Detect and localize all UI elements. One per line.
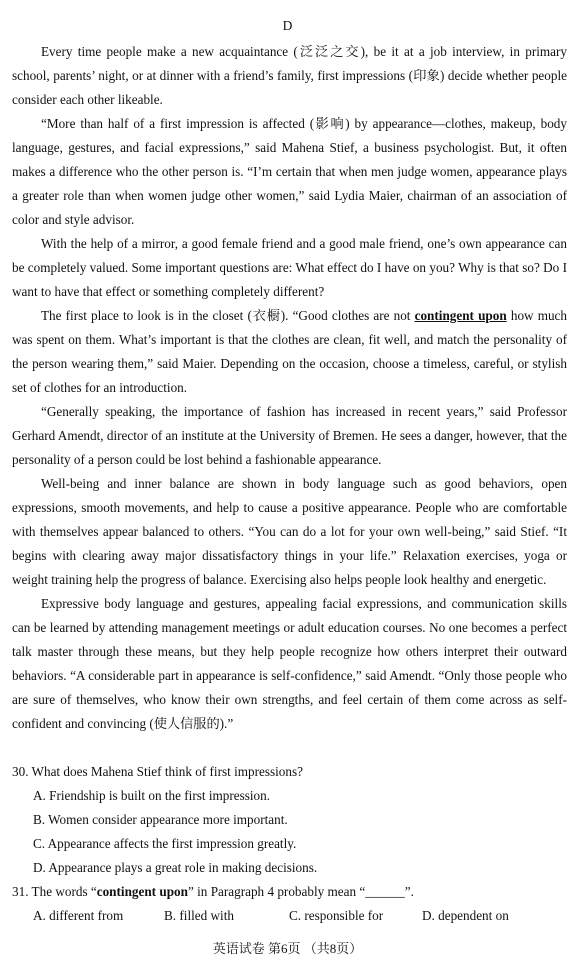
paragraph-4-before: The first place to look is in the closet (衣橱). “Good clothes are not bbox=[41, 308, 415, 323]
paragraph-5: “Generally speaking, the importance of fashion has increased in recent years,” said Professor Gerhard Amendt, director of an institute at the University of Bremen. He sees a danger, however, that the personality of a person could be lost behind a fashionable appearance. bbox=[12, 404, 567, 467]
question-30-option-a: A. Friendship is built on the first impression. bbox=[33, 788, 271, 803]
paragraph-4 bbox=[12, 304, 567, 400]
highlighted-phrase: contingent upon bbox=[414, 308, 507, 323]
paragraph-2: “More than half of a first impression is affected (影响) by appearance—clothes, makeup, body language, gestures, and facial expressions,” said Mahena Stief, a business psychologist. But, it often makes a difference who the other person is. “I’m certain that when men judge women, appearance plays a greater role than when women judge other women,” said Lydia Maier, chairman of an association of color and style advisor. bbox=[12, 116, 567, 227]
question-30-option-c: C. Appearance affects the first impression greatly. bbox=[33, 836, 297, 851]
paragraph-1: Every time people make a new acquaintance (泛泛之交), be it at a job interview, in primary school, parents’ night, or at dinner with a friend’s family, first impressions (印象) decide whether people consider each other likeable. bbox=[12, 44, 567, 107]
question-31-stem bbox=[12, 880, 567, 904]
question-30-stem: 30. What does Mahena Stief think of first impressions? bbox=[12, 764, 303, 779]
question-31-option-d: D. dependent on bbox=[422, 908, 509, 923]
page-footer: 英语试卷 第6页 （共8页） bbox=[212, 941, 363, 956]
question-31-stem-after: ” in Paragraph 4 probably mean “______”. bbox=[187, 884, 414, 899]
question-31-options bbox=[12, 904, 567, 928]
question-block bbox=[12, 760, 567, 928]
reading-passage bbox=[12, 40, 567, 736]
question-31-keyword: contingent upon bbox=[96, 884, 188, 899]
section-letter: D bbox=[282, 18, 293, 33]
question-31-stem-before: 31. The words “ bbox=[12, 884, 97, 899]
question-31-option-c: C. responsible for bbox=[289, 908, 384, 923]
question-30-option-b: B. Women consider appearance more important. bbox=[33, 812, 288, 827]
question-31-option-a: A. different from bbox=[33, 908, 124, 923]
paragraph-7: Expressive body language and gestures, appealing facial expressions, and communication skills can be learned by attending management meetings or adult education courses. No one becomes a perfect talk master through these means, but they help people recognize how others interpret their outward behaviors. “A considerable part in appearance is self-confidence,” said Amendt. “Only those people who are sure of themselves, who know their own strengths, and feel certain of them come across as self-confident and convincing (使人信服的).” bbox=[12, 596, 567, 731]
question-30-option-d: D. Appearance plays a great role in making decisions. bbox=[33, 860, 318, 875]
paragraph-6: Well-being and inner balance are shown in body language such as good behaviors, open expressions, smooth movements, and help to cause a positive appearance. People who are comfortable with themselves appear balanced to others. “You can do a lot for your own well-being,” said Stief. “It begins with clearing away major dissatisfactory things in your life.” Relaxation exercises, yoga or weight training help the progress of balance. Exercising also helps people look healthy and energetic. bbox=[12, 476, 567, 587]
paragraph-3: With the help of a mirror, a good female friend and a good male friend, one’s own appearance can be completely valued. Some important questions are: What effect do I have on you? Why is that so? Do I want to have that effect or something completely different? bbox=[12, 236, 567, 299]
question-31-option-b: B. filled with bbox=[164, 908, 234, 923]
paragraph-4-after: how much was spent on them. What’s important is that the clothes are clean, fit well, and match the personality of the person wearing them,” said Maier. Depending on the occasion, choose a timeless, careful, or stylish set of clothes for an introduction. bbox=[12, 308, 567, 395]
